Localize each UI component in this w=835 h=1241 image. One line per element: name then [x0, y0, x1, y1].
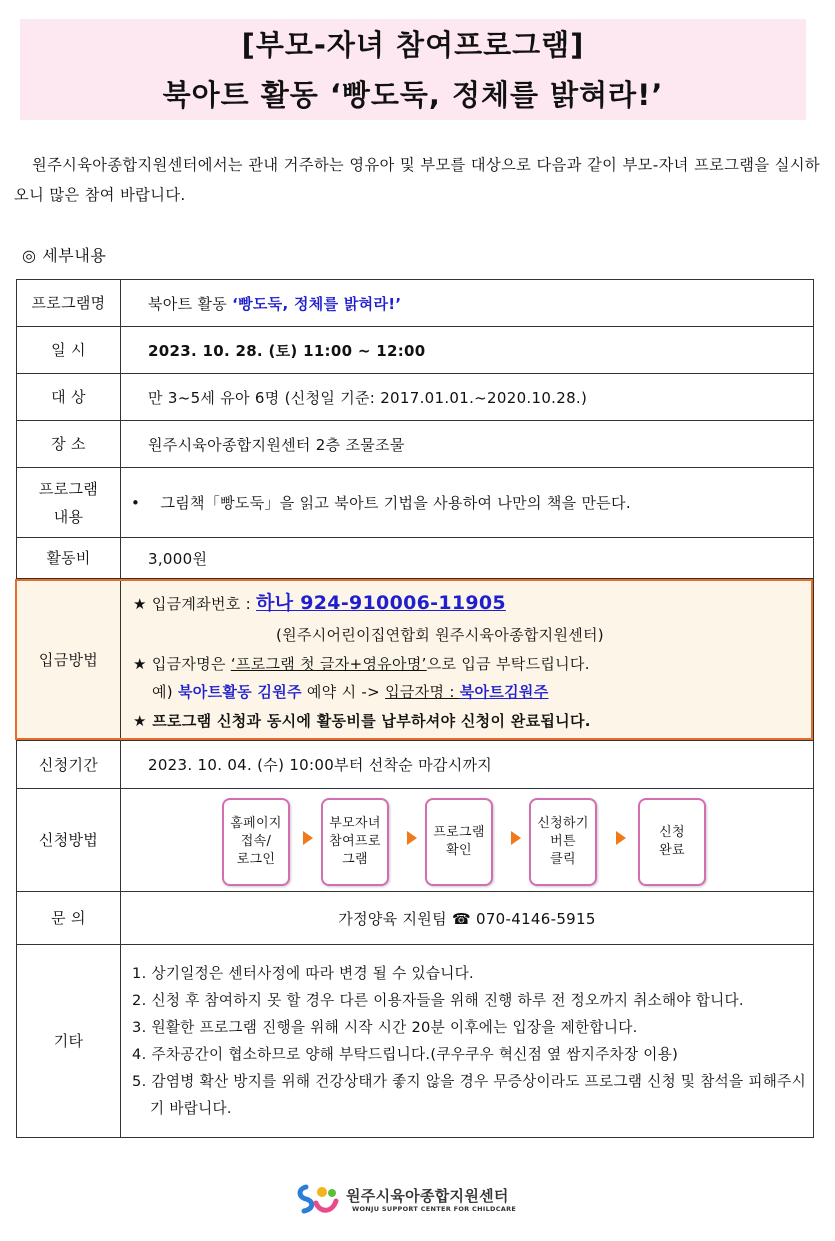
row-place	[17, 421, 814, 468]
title-line-2: 북아트 활동 ‘빵도둑, 정체를 밝혀라!’	[162, 78, 664, 112]
value-period: 2023. 10. 04. (수) 10:00부터 선착순 마감시까지	[121, 741, 814, 789]
step-1-line2: 접속/	[240, 834, 272, 849]
list-item: 2. 신청 후 참여하지 못 할 경우 다른 이용자들을 위해 진행 하루 전 정오까지 취소해야 합니다.	[132, 992, 744, 1009]
center-logo	[296, 1183, 536, 1217]
list-item: 4. 주차공간이 협소하므로 양해 부탁드립니다.(쿠우쿠우 혁신점 옆 쌈지주차장 이용)	[132, 1046, 679, 1063]
program-title: ‘빵도둑, 정체를 밝혀라!’	[232, 294, 402, 313]
arrow-right-icon	[303, 831, 313, 845]
label-target: 대 상	[17, 374, 121, 421]
row-fee	[17, 538, 814, 579]
row-period	[17, 741, 814, 789]
step-2-line2: 참여프로	[329, 834, 381, 849]
account-number: 하나 924-910006-11905	[256, 592, 506, 614]
label-content-line1: 프로그램	[38, 479, 99, 498]
value-method	[121, 789, 814, 892]
value-fee: 3,000원	[121, 538, 814, 579]
row-deposit	[17, 579, 814, 741]
logo-mark-icon	[296, 1183, 342, 1217]
title-line-1: [부모-자녀 참여프로그램]	[241, 28, 585, 62]
label-content	[17, 468, 121, 538]
bullet: •	[131, 494, 141, 512]
section-heading: ◎ 세부내용	[22, 246, 107, 265]
step-1-line1: 홈페이지	[230, 816, 282, 831]
step-2-line1: 부모자녀	[329, 816, 381, 831]
details-table	[16, 279, 814, 1138]
account-prefix: ★ 입금계좌번호 :	[133, 595, 257, 613]
example-label: 입금자명 :	[385, 683, 460, 701]
logo-name: 원주시육아종합지원센터	[346, 1187, 509, 1205]
example-program: 북아트활동 김원주	[178, 683, 302, 701]
value-target: 만 3~5세 유아 6명 (신청일 기준: 2017.01.01.~2020.10.28.)	[121, 374, 814, 421]
arrow-right-icon	[407, 831, 417, 845]
depositor-rule-line	[133, 653, 590, 674]
notes-list	[122, 946, 812, 1136]
value-misc	[121, 945, 814, 1138]
step-3-line1: 프로그램	[433, 825, 485, 840]
depositor-rule-suffix: 으로 입금 부탁드립니다.	[426, 655, 590, 673]
value-content	[121, 468, 814, 538]
label-content-line2: 내용	[53, 507, 84, 526]
intro-paragraph: 원주시육아종합지원센터에서는 관내 거주하는 영유아 및 부모를 대상으로 다음과 같이 부모-자녀 프로그램을 실시하오니 많은 참여 바랍니다.	[14, 156, 820, 204]
step-click-apply	[529, 798, 597, 886]
step-2-line3: 그램	[342, 852, 368, 867]
example-mid: 예약 시 ->	[301, 683, 386, 701]
account-holder: (원주시어린이집연합회 원주시육아종합지원센터)	[276, 626, 604, 644]
value-deposit	[121, 579, 814, 741]
step-5-line1: 신청	[659, 825, 685, 840]
logo-subtitle: WONJU SUPPORT CENTER FOR CHILDCARE	[352, 1205, 517, 1213]
payment-notice: ★ 프로그램 신청과 동시에 활동비를 납부하셔야 신청이 완료됩니다.	[133, 712, 591, 730]
list-item: 5. 감염병 확산 방지를 위해 건강상태가 좋지 않을 경우 무증상이라도 프로그램 신청 및 참석을 피해주시기 바랍니다.	[132, 1073, 806, 1117]
label-period: 신청기간	[17, 741, 121, 789]
step-1-line3: 로그인	[236, 852, 276, 867]
content-text: 그림책「빵도둑」을 읽고 북아트 기법을 사용하여 나만의 책을 만든다.	[160, 494, 631, 512]
label-contact: 문 의	[17, 892, 121, 945]
label-date: 일 시	[17, 327, 121, 374]
arrow-right-icon	[511, 831, 521, 845]
title-banner	[20, 19, 806, 120]
step-4-line1: 신청하기	[537, 816, 589, 831]
row-program	[17, 280, 814, 327]
row-misc	[17, 945, 814, 1138]
example-line	[152, 681, 549, 702]
program-prefix: 북아트 활동	[148, 294, 233, 313]
label-fee: 활동비	[17, 538, 121, 579]
list-item: 3. 원활한 프로그램 진행을 위해 시작 시간 20분 이후에는 입장을 제한합니다.	[132, 1019, 638, 1036]
label-method: 신청방법	[17, 789, 121, 892]
step-complete	[638, 798, 706, 886]
value-date: 2023. 10. 28. (토) 11:00 ~ 12:00	[121, 327, 814, 374]
row-date	[17, 327, 814, 374]
value-place: 원주시육아종합지원센터 2층 조물조물	[121, 421, 814, 468]
step-3-line2: 확인	[446, 843, 472, 858]
label-misc: 기타	[17, 945, 121, 1138]
value-contact: 가정양육 지원팀 ☎ 070-4146-5915	[121, 892, 814, 945]
application-steps	[122, 790, 812, 890]
step-check-program	[425, 798, 493, 886]
step-homepage	[222, 798, 290, 886]
list-item: 1. 상기일정은 센터사정에 따라 변경 될 수 있습니다.	[132, 965, 474, 982]
example-prefix: 예)	[152, 683, 179, 701]
row-contact	[17, 892, 814, 945]
account-line	[133, 588, 506, 615]
arrow-right-icon	[616, 831, 626, 845]
row-target	[17, 374, 814, 421]
value-program	[121, 280, 814, 327]
step-parent-child-program	[321, 798, 389, 886]
step-5-line2: 완료	[659, 843, 685, 858]
depositor-rule: ‘프로그램 첫 글자+영유아명’	[230, 655, 427, 673]
row-method	[17, 789, 814, 892]
depositor-rule-prefix: ★ 입금자명은	[133, 655, 231, 673]
step-4-line2: 버튼	[550, 834, 576, 849]
row-content	[17, 468, 814, 538]
label-place: 장 소	[17, 421, 121, 468]
label-deposit: 입금방법	[17, 579, 121, 741]
example-name: 북아트김원주	[459, 683, 549, 701]
label-program: 프로그램명	[17, 280, 121, 327]
step-4-line3: 클릭	[550, 852, 576, 867]
